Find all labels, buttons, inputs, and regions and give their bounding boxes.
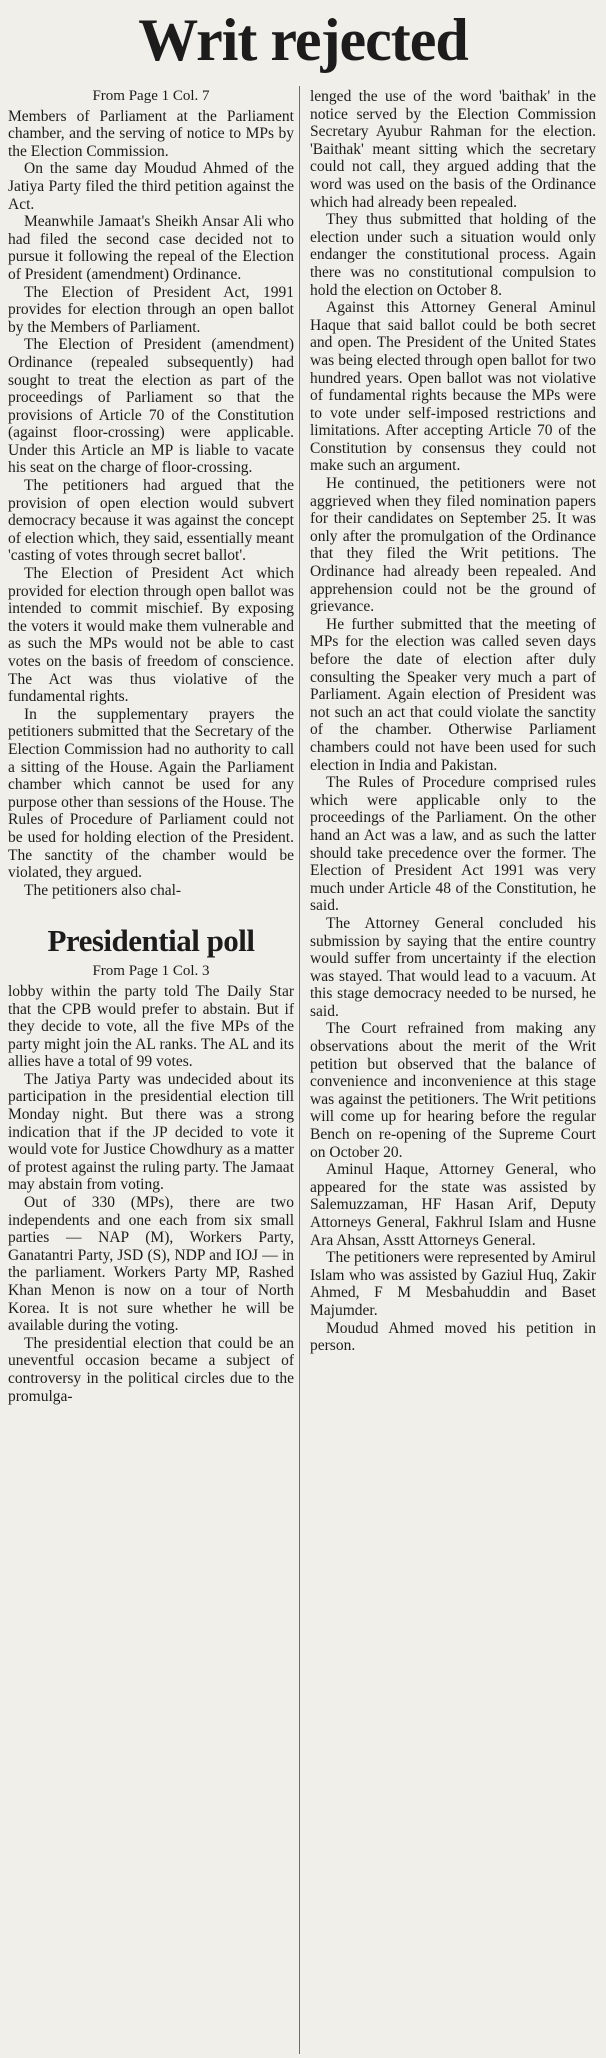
paragraph: Meanwhile Jamaat's Sheikh Ansar Ali who had filed the second case decided not to pursue it following the repeal of the Election of President (amendment) Ordinance.: [8, 213, 294, 283]
paragraph: lobby within the party told The Daily Star that the CPB would prefer to abstain. But if they decide to vote, all the five MPs of the party might join the AL ranks. The AL and its allies have a total of 99 votes.: [8, 982, 294, 1071]
column-left: [8, 88, 294, 2054]
column-right: [310, 88, 596, 2054]
paragraph: Out of 330 (MPs), there are two independents and one each from six small parties — NAP (M), Workers Party, Ganatantri Party, JSD (S), NDP and IOJ — in the parliament. Workers Party MP, Rashed Khan Menon is now on a tour of North Korea. It is not sure whether he will be available during the voting.: [8, 1194, 294, 1335]
paragraph: The Jatiya Party was undecided about its participation in the presidential election till Monday night. But there was a strong indication that if the JP decided to vote it would vote for Justice Chowdhury as a matter of protest against the ruling party. The Jamaat may abstain from voting.: [8, 1070, 294, 1194]
paragraph: The petitioners also chal-: [24, 881, 182, 899]
paragraph: Aminul Haque, Attorney General, who appeared for the state was assisted by Salemuzzaman, HF Hasan Arif, Deputy Attorneys General, Fakhrul Islam and Husne Ara Ahsan, Asstt Attorneys General.: [310, 1161, 596, 1249]
paragraph: Moudud Ahmed moved his petition in person.: [310, 1319, 596, 1355]
column-divider: [299, 86, 300, 2054]
paragraph: He continued, the petitioners were not aggrieved when they filed nomination papers for their candidates on September 25. It was only after the promulgation of the Ordinance that they filed the Writ petitions. The Ordinance had already been repealed. And apprehension could not be the ground of grievance.: [310, 475, 596, 616]
paragraph: The Rules of Procedure comprised rules which were applicable only to the proceedings of the Parliament. On the other hand an Act was a law, and as such the latter should take precedence over the former. The Election of President Act 1991 was very much under Article 48 of the Constitution, he said.: [310, 774, 596, 915]
paragraph: The Election of President (amendment) Ordinance (repealed subsequently) had sought to treat the election as part of the proceedings of Parliament so that the provisions of Article 70 of the Constitution (against floor-crossing) were applicable. Under this Article an MP is liable to vacate his seat on the charge of floor-crossing.: [8, 336, 294, 477]
paragraph: He further submitted that the meeting of MPs for the election was called seven days before the date of election after duly consulting the Speaker very much a part of Parliament. Again election of President was not such an act that could violate the sanctity of the chamber. Otherwise Parliament chambers could not have been used for such election in India and Pakistan.: [310, 615, 596, 774]
paragraph: The Election of President Act which provided for election through open ballot was intended to commit mischief. By exposing the voters it would make them vulnerable and as such the MPs would not be able to cast votes on the basis of freedom of conscience. The Act was thus violative of the fundamental rights.: [8, 565, 294, 706]
paragraph: They thus submitted that holding of the election under such a situation would only endanger the constitutional process. Again there was no constitutional compulsion to hold the election on October 8.: [310, 211, 596, 299]
paragraph: The presidential election that could be an uneventful occasion became a subject of controversy in the political circles due to the promulga-: [8, 1334, 294, 1405]
paragraph: The Attorney General concluded his submission by saying that the entire country would suffer from uncertainty if the election was stayed. That would lead to a vacuum. At this stage democracy needed to be nursed, he said.: [310, 914, 596, 1020]
paragraph: On the same day Moudud Ahmed of the Jatiya Party filed the third petition against the Act.: [8, 160, 294, 213]
paragraph: Against this Attorney General Aminul Haque that said ballot could be both secret and open. The President of the United States was being elected through open ballot for two hundred years. Open ballot was not violative of fundamental rights because the MPs were to vote under self-imposed restrictions and limitations. After accepting Article 70 of the Constitution by consensus they could not make such an argument.: [310, 299, 596, 475]
headline-presidential-poll: Presidential poll: [47, 923, 255, 959]
jump-label-poll: From Page 1 Col. 3: [92, 963, 210, 980]
paragraph: lenged the use of the word 'baithak' in the notice served by the Election Commission Secretary Ayubur Rahman for the election. 'Baithak' meant sitting which the secretary could not call, they argued adding that the word was used on the basis of the Ordinance which had already been repealed.: [310, 88, 596, 211]
paragraph: The Election of President Act, 1991 provides for election through an open ballot by the Members of Parliament.: [8, 283, 294, 336]
jump-label-writ: From Page 1 Col. 7: [92, 88, 210, 104]
paragraph: The petitioners were represented by Amirul Islam who was assisted by Gaziul Huq, Zakir Ahmed, F M Mesbahuddin and Baset Majumder.: [310, 1249, 596, 1319]
paragraph: The petitioners had argued that the provision of open election would subvert democracy because it was against the concept of election which, they said, essentially meant 'casting of votes through secret ballot'.: [8, 477, 294, 565]
paragraph: The Court refrained from making any observations about the merit of the Writ petition but observed that the balance of convenience and inconvenience at this stage was against the petitioners. The Writ petitions will come up for hearing before the regular Bench on re-opening of the Supreme Court on October 20.: [310, 1020, 596, 1161]
paragraph: In the supplementary prayers the petitioners submitted that the Secretary of the Election Commission had no authority to call a sitting of the House. Again the Parliament chamber which cannot be used for any purpose other than sessions of the House. The Rules of Procedure of Parliament could not be used for holding election of the President. The sanctity of the chamber would be violated, they argued.: [8, 705, 294, 882]
headline-writ-rejected: Writ rejected: [138, 7, 468, 73]
paragraph: Members of Parliament at the Parliament chamber, and the serving of notice to MPs by the Election Commission.: [8, 107, 294, 160]
